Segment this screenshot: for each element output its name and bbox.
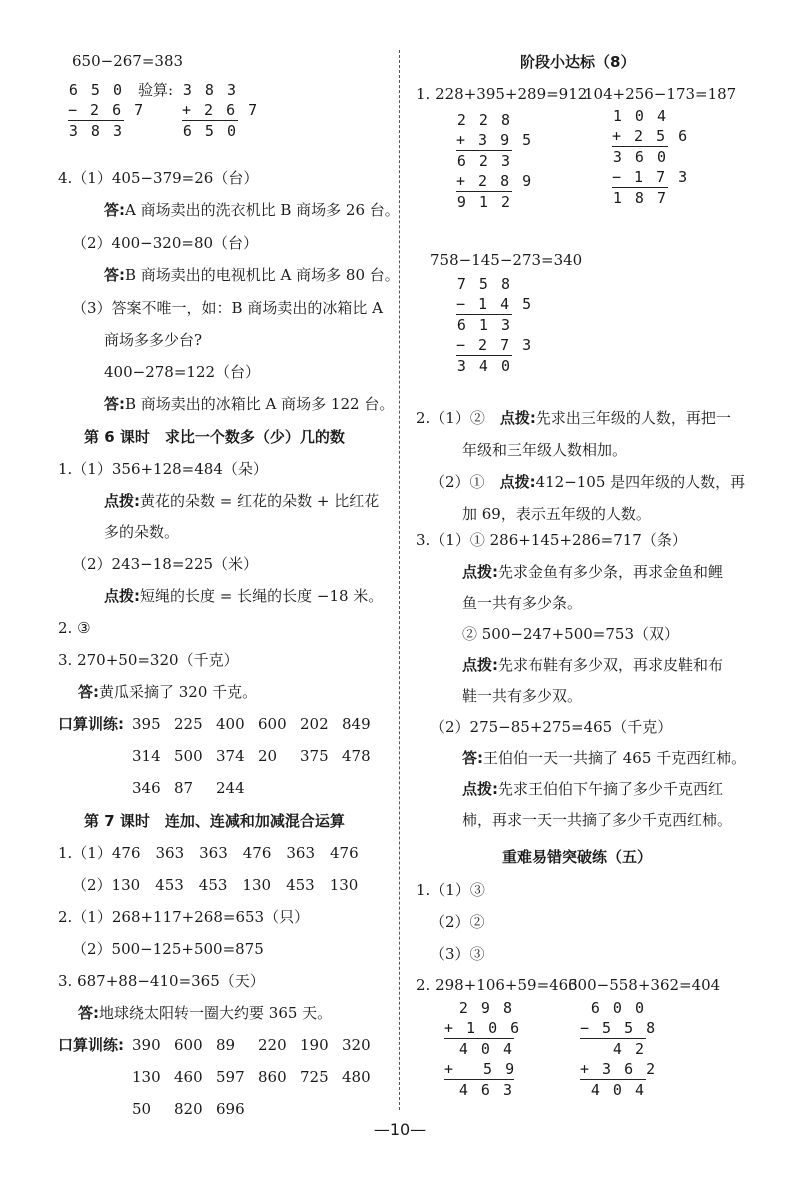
q4-1-answer: 答:A 商场卖出的洗衣机比 B 商场多 26 台。 bbox=[104, 201, 400, 219]
q3-2-tip-cont: 柿，再求一天一共摘了多少千克西红柿。 bbox=[462, 811, 733, 829]
b-q1-2: （2）② bbox=[430, 913, 485, 931]
l7-q3-answer: 答:地球绕太阳转一圈大约要 365 天。 bbox=[78, 1004, 333, 1022]
q3-1-tip: 点拨:先求金鱼有多少条，再求金鱼和鲤 bbox=[462, 563, 724, 581]
l6-q1-1: 1.（1）356+128=484（朵） bbox=[58, 460, 268, 478]
l6-q2: 2. ③ bbox=[58, 619, 91, 637]
l7-q2-1: 2.（1）268+117+268=653（只） bbox=[58, 908, 310, 926]
top-equation: 650−267=383 bbox=[72, 52, 184, 70]
q4-3-answer: 答:B 商场卖出的冰箱比 A 商场多 122 台。 bbox=[104, 395, 395, 413]
q1-equation-a: 1. 228+395+289=912 bbox=[416, 85, 588, 103]
q4-2-answer: 答:B 商场卖出的电视机比 A 商场多 80 台。 bbox=[104, 266, 400, 284]
q4-3-line2: 商场多多少台? bbox=[104, 331, 203, 349]
l7-oral-row-1: 390 600 89 220 190 320 bbox=[132, 1036, 371, 1054]
vertical-calc-d: 2 9 8 + 1 0 6 4 0 4 + 5 9 4 6 3 bbox=[444, 999, 522, 1099]
stage-title: 阶段小达标（8） bbox=[520, 53, 636, 71]
q3-1-tip-cont: 鱼一共有多少条。 bbox=[462, 594, 583, 612]
l7-q2-2: （2）500−125+500=875 bbox=[72, 940, 264, 958]
l6-oral-row-3: 346 87 244 bbox=[132, 779, 245, 797]
vertical-calc-b: 1 0 4 + 2 5 6 3 6 0 − 1 7 3 1 8 7 bbox=[612, 107, 690, 207]
l7-oral-label: 口算训练: bbox=[58, 1036, 124, 1054]
q2-1: 2.（1）② 点拨:先求出三年级的人数，再把一 bbox=[416, 409, 731, 427]
lesson6-title: 第 6 课时 求比一个数多（少）几的数 bbox=[84, 428, 345, 446]
q1-equation-b: 104+256−173=187 bbox=[584, 85, 737, 103]
q3-1b-tip: 点拨:先求布鞋有多少双，再求皮鞋和布 bbox=[462, 656, 724, 674]
q3-1b: ② 500−247+500=753（双） bbox=[462, 625, 679, 643]
l6-q3-answer: 答:黄瓜采摘了 320 千克。 bbox=[78, 683, 258, 701]
l6-q1-1-tip-cont: 多的朵数。 bbox=[104, 523, 180, 541]
l6-oral-row-2: 314 500 374 20 375 478 bbox=[132, 747, 371, 765]
q3-1b-tip-cont: 鞋一共有多少双。 bbox=[462, 687, 583, 705]
l6-q3: 3. 270+50=320（千克） bbox=[58, 651, 239, 669]
q2-2-tip-cont: 加 69，表示五年级的人数。 bbox=[462, 505, 651, 523]
vertical-calc-c: 7 5 8 − 1 4 5 6 1 3 − 2 7 3 3 4 0 bbox=[456, 275, 534, 375]
vertical-calc-e: 6 0 0 − 5 5 8 4 2 + 3 6 2 4 0 4 bbox=[580, 999, 658, 1099]
q2-2: （2）① 点拨:412−105 是四年级的人数，再 bbox=[430, 473, 746, 491]
l6-oral-label: 口算训练: bbox=[58, 715, 124, 733]
q3-1: 3.（1）① 286+145+286=717（条） bbox=[416, 531, 687, 549]
vertical-calc-a: 2 2 8 + 3 9 5 6 2 3 + 2 8 9 9 1 2 bbox=[456, 111, 534, 211]
breakthrough-title: 重难易错突破练（五） bbox=[502, 848, 653, 866]
l6-q1-2: （2）243−18=225（米） bbox=[72, 555, 259, 573]
l7-q1-2: （2）130 453 453 130 453 130 bbox=[72, 876, 359, 894]
l6-q1-1-tip: 点拨:黄花的朵数 = 红花的朵数 + 比红花 bbox=[104, 492, 380, 510]
l6-oral-row-1: 395 225 400 600 202 849 bbox=[132, 715, 371, 733]
l7-oral-row-2: 130 460 597 860 725 480 bbox=[132, 1068, 371, 1086]
verify-label: 验算: bbox=[138, 81, 174, 99]
q4-2: （2）400−320=80（台） bbox=[72, 234, 259, 252]
b-q2-equation-a: 2. 298+106+59=463 bbox=[416, 976, 578, 994]
q2-1-tip-cont: 年级和三年级人数相加。 bbox=[462, 441, 628, 459]
l7-q3: 3. 687+88−410=365（天） bbox=[58, 972, 265, 990]
l6-q1-2-tip: 点拨:短绳的长度 = 长绳的长度 −18 米。 bbox=[104, 587, 384, 605]
lesson7-title: 第 7 课时 连加、连减和加减混合运算 bbox=[84, 812, 345, 830]
b-q2-equation-b: 600−558+362=404 bbox=[568, 976, 721, 994]
q4-3-line1: （3）答案不唯一，如：B 商场卖出的冰箱比 A bbox=[72, 299, 383, 317]
l7-q1-1: 1.（1）476 363 363 476 363 476 bbox=[58, 844, 359, 862]
q1-equation-c: 758−145−273=340 bbox=[430, 251, 583, 269]
b-q1-3: （3）③ bbox=[430, 945, 485, 963]
q3-2: （2）275−85+275=465（千克） bbox=[430, 718, 673, 736]
page-number: —10— bbox=[373, 1120, 427, 1139]
l7-oral-row-3: 50 820 696 bbox=[132, 1100, 245, 1118]
b-q1-1: 1.（1）③ bbox=[416, 881, 485, 899]
addition-verify-calc: 3 8 3 + 2 6 7 6 5 0 bbox=[182, 81, 260, 140]
q3-2-answer: 答:王伯伯一天一共摘了 465 千克西红柿。 bbox=[462, 749, 747, 767]
q4-1: 4.（1）405−379=26（台） bbox=[58, 169, 259, 187]
subtraction-vertical-calc: 6 5 0 − 2 6 7 3 8 3 bbox=[68, 81, 146, 140]
q4-3-line3: 400−278=122（台） bbox=[104, 363, 261, 381]
q3-2-tip: 点拨:先求王伯伯下午摘了多少千克西红 bbox=[462, 780, 724, 798]
